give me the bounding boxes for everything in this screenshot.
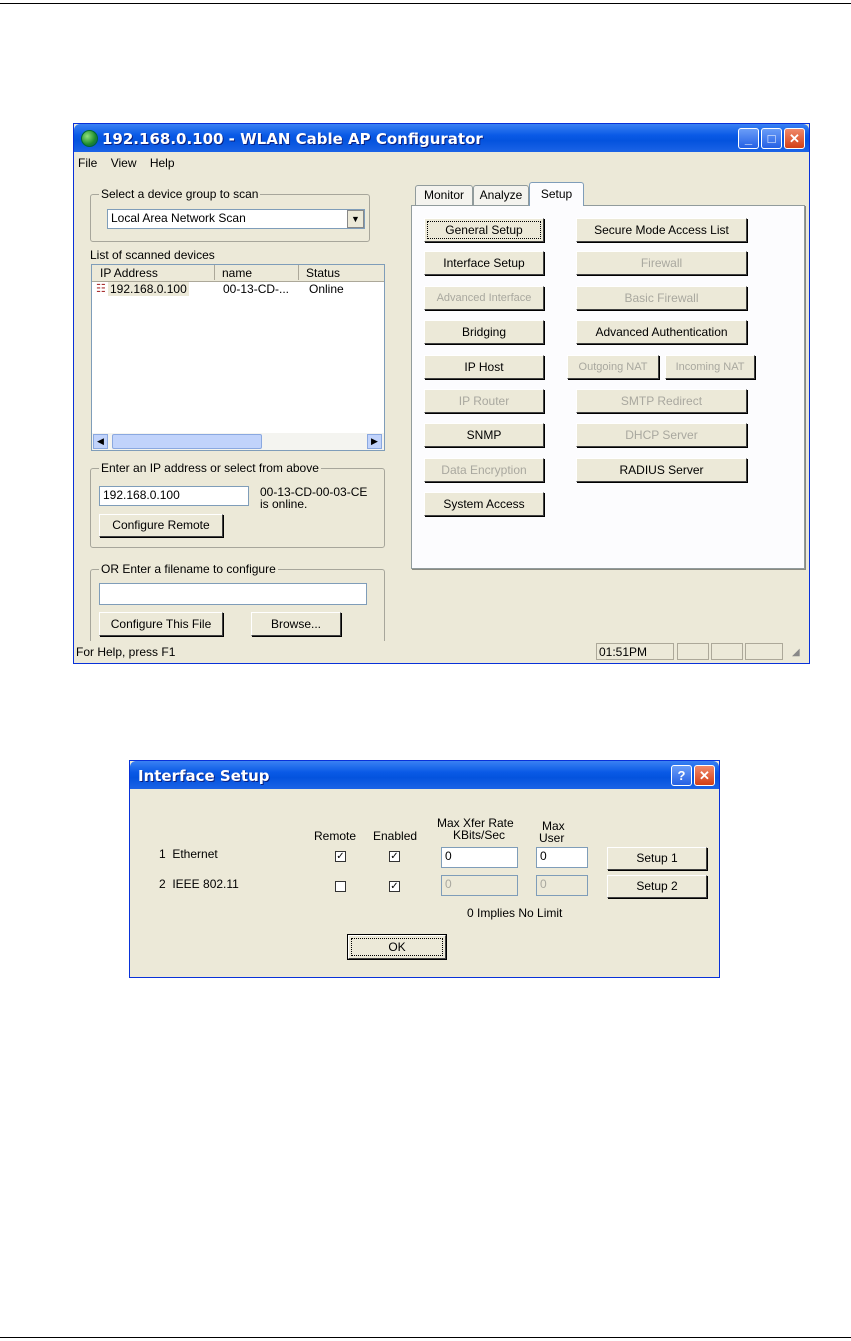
ip-address-input[interactable]: 192.168.0.100 xyxy=(99,486,249,506)
top-rule xyxy=(0,3,851,4)
enabled-checkbox-2[interactable]: ✓ xyxy=(390,881,399,892)
configurator-window xyxy=(73,123,810,664)
advanced-interface-button[interactable]: Advanced Interface xyxy=(424,286,544,310)
rate-input-1[interactable]: 0 xyxy=(441,847,518,868)
radius-server-button[interactable]: RADIUS Server xyxy=(576,458,747,482)
title-bar[interactable] xyxy=(74,124,809,152)
ip-router-button[interactable]: IP Router xyxy=(424,389,544,413)
device-online-status: 00-13-CD-00-03-CE is online. xyxy=(260,485,368,511)
status-pane xyxy=(711,643,743,660)
ok-label: OK xyxy=(351,938,443,956)
system-access-button[interactable]: System Access xyxy=(424,492,544,516)
incoming-nat-button[interactable]: Incoming NAT xyxy=(665,355,755,379)
close-button[interactable]: ✕ xyxy=(784,128,805,149)
device-list-label: List of scanned devices xyxy=(90,248,215,262)
interface-setup-dialog xyxy=(129,760,720,978)
general-setup-label: General Setup xyxy=(427,221,541,239)
ip-entry-label: Enter an IP address or select from above xyxy=(101,461,319,475)
status-time: 01:51PM xyxy=(596,643,674,660)
outgoing-nat-button[interactable]: Outgoing NAT xyxy=(567,355,659,379)
column-divider xyxy=(214,265,215,280)
browse-button[interactable]: Browse... xyxy=(251,612,341,636)
device-list[interactable] xyxy=(91,264,385,451)
table-row[interactable] xyxy=(94,282,382,297)
device-icon: ☷ xyxy=(96,283,106,295)
general-setup-button[interactable] xyxy=(424,218,544,242)
setup-2-label: Setup 2 xyxy=(636,879,678,893)
user-header-line2: User xyxy=(539,831,565,845)
setup-1-label: Setup 1 xyxy=(636,851,678,865)
scrollbar-thumb[interactable] xyxy=(112,434,262,449)
max-user-input-2[interactable]: 0 xyxy=(536,875,588,896)
col-ip[interactable]: IP Address xyxy=(100,266,158,280)
row-name: 00-13-CD-... xyxy=(223,282,290,296)
remote-checkbox-2[interactable] xyxy=(335,881,346,892)
menu-bar xyxy=(78,156,185,170)
rate-header-line1: Max Xfer Rate xyxy=(437,816,514,830)
device-list-header xyxy=(92,265,384,282)
remote-header: Remote xyxy=(314,829,357,843)
status-pane xyxy=(677,643,709,660)
setup-1-button[interactable] xyxy=(607,847,707,870)
configure-remote-button[interactable]: Configure Remote xyxy=(99,514,223,537)
maximize-button[interactable]: □ xyxy=(761,128,782,149)
device-group-value: Local Area Network Scan xyxy=(111,211,246,225)
status-bar xyxy=(74,641,809,663)
status-help-text: For Help, press F1 xyxy=(76,645,176,659)
enabled-checkbox-1[interactable]: ✓ xyxy=(390,851,399,862)
status-pane xyxy=(745,643,783,660)
resize-grip-icon[interactable]: ◢ xyxy=(792,647,800,658)
chevron-down-icon[interactable]: ▼ xyxy=(347,210,364,228)
advanced-authentication-button[interactable]: Advanced Authentication xyxy=(576,320,747,344)
remote-checkbox-1[interactable]: ✓ xyxy=(336,851,345,862)
dialog-close-button[interactable]: ✕ xyxy=(694,765,715,786)
setup-panel xyxy=(411,205,805,569)
secure-mode-access-list-button[interactable]: Secure Mode Access List xyxy=(576,218,747,242)
tab-setup[interactable]: Setup xyxy=(529,182,584,206)
minimize-button[interactable]: _ xyxy=(738,128,759,149)
ip-host-button[interactable]: IP Host xyxy=(424,355,544,379)
data-encryption-button[interactable]: Data Encryption xyxy=(424,458,544,482)
filename-input[interactable] xyxy=(99,583,367,605)
tab-analyze[interactable]: Analyze xyxy=(473,185,529,205)
user-header-line1: Max xyxy=(542,819,565,833)
firewall-button[interactable]: Firewall xyxy=(576,251,747,275)
smtp-redirect-button[interactable]: SMTP Redirect xyxy=(576,389,747,413)
configure-this-file-button[interactable]: Configure This File xyxy=(99,612,223,636)
help-button[interactable]: ? xyxy=(671,765,692,786)
ok-button[interactable] xyxy=(348,935,446,959)
dialog-title: Interface Setup xyxy=(138,767,270,785)
interface-row-2-label: 2 IEEE 802.11 xyxy=(159,877,239,891)
col-status[interactable]: Status xyxy=(306,266,341,280)
rate-input-2[interactable]: 0 xyxy=(441,875,518,896)
row-status: Online xyxy=(309,282,344,296)
max-user-input-1[interactable]: 0 xyxy=(536,847,588,868)
horizontal-scrollbar[interactable] xyxy=(92,433,384,450)
no-limit-note: 0 Implies No Limit xyxy=(467,906,563,920)
globe-icon xyxy=(81,130,98,147)
tab-monitor[interactable]: Monitor xyxy=(415,185,473,205)
enabled-header: Enabled xyxy=(373,829,418,843)
row-ip: 192.168.0.100 xyxy=(110,282,187,296)
device-group-label: Select a device group to scan xyxy=(101,187,259,201)
menu-view[interactable]: View xyxy=(110,156,137,170)
menu-file[interactable]: File xyxy=(78,156,98,170)
dhcp-server-button[interactable]: DHCP Server xyxy=(576,423,747,447)
scroll-left-icon[interactable]: ◀ xyxy=(93,434,108,449)
dialog-title-bar[interactable] xyxy=(130,761,719,789)
snmp-button[interactable]: SNMP xyxy=(424,423,544,447)
basic-firewall-button[interactable]: Basic Firewall xyxy=(576,286,747,310)
file-entry-label: OR Enter a filename to configure xyxy=(101,562,276,576)
window-title: 192.168.0.100 - WLAN Cable AP Configurator xyxy=(102,130,483,148)
bottom-rule xyxy=(0,1337,851,1338)
rate-header-line2: KBits/Sec xyxy=(453,828,506,842)
column-divider xyxy=(298,265,299,280)
bridging-button[interactable]: Bridging xyxy=(424,320,544,344)
col-name[interactable]: name xyxy=(222,266,253,280)
interface-row-1-label: 1 Ethernet xyxy=(159,847,218,861)
device-group-select[interactable] xyxy=(107,209,365,229)
scroll-right-icon[interactable]: ▶ xyxy=(367,434,382,449)
interface-setup-button[interactable]: Interface Setup xyxy=(424,251,544,275)
menu-help[interactable]: Help xyxy=(149,156,175,170)
setup-2-button[interactable] xyxy=(607,875,707,898)
